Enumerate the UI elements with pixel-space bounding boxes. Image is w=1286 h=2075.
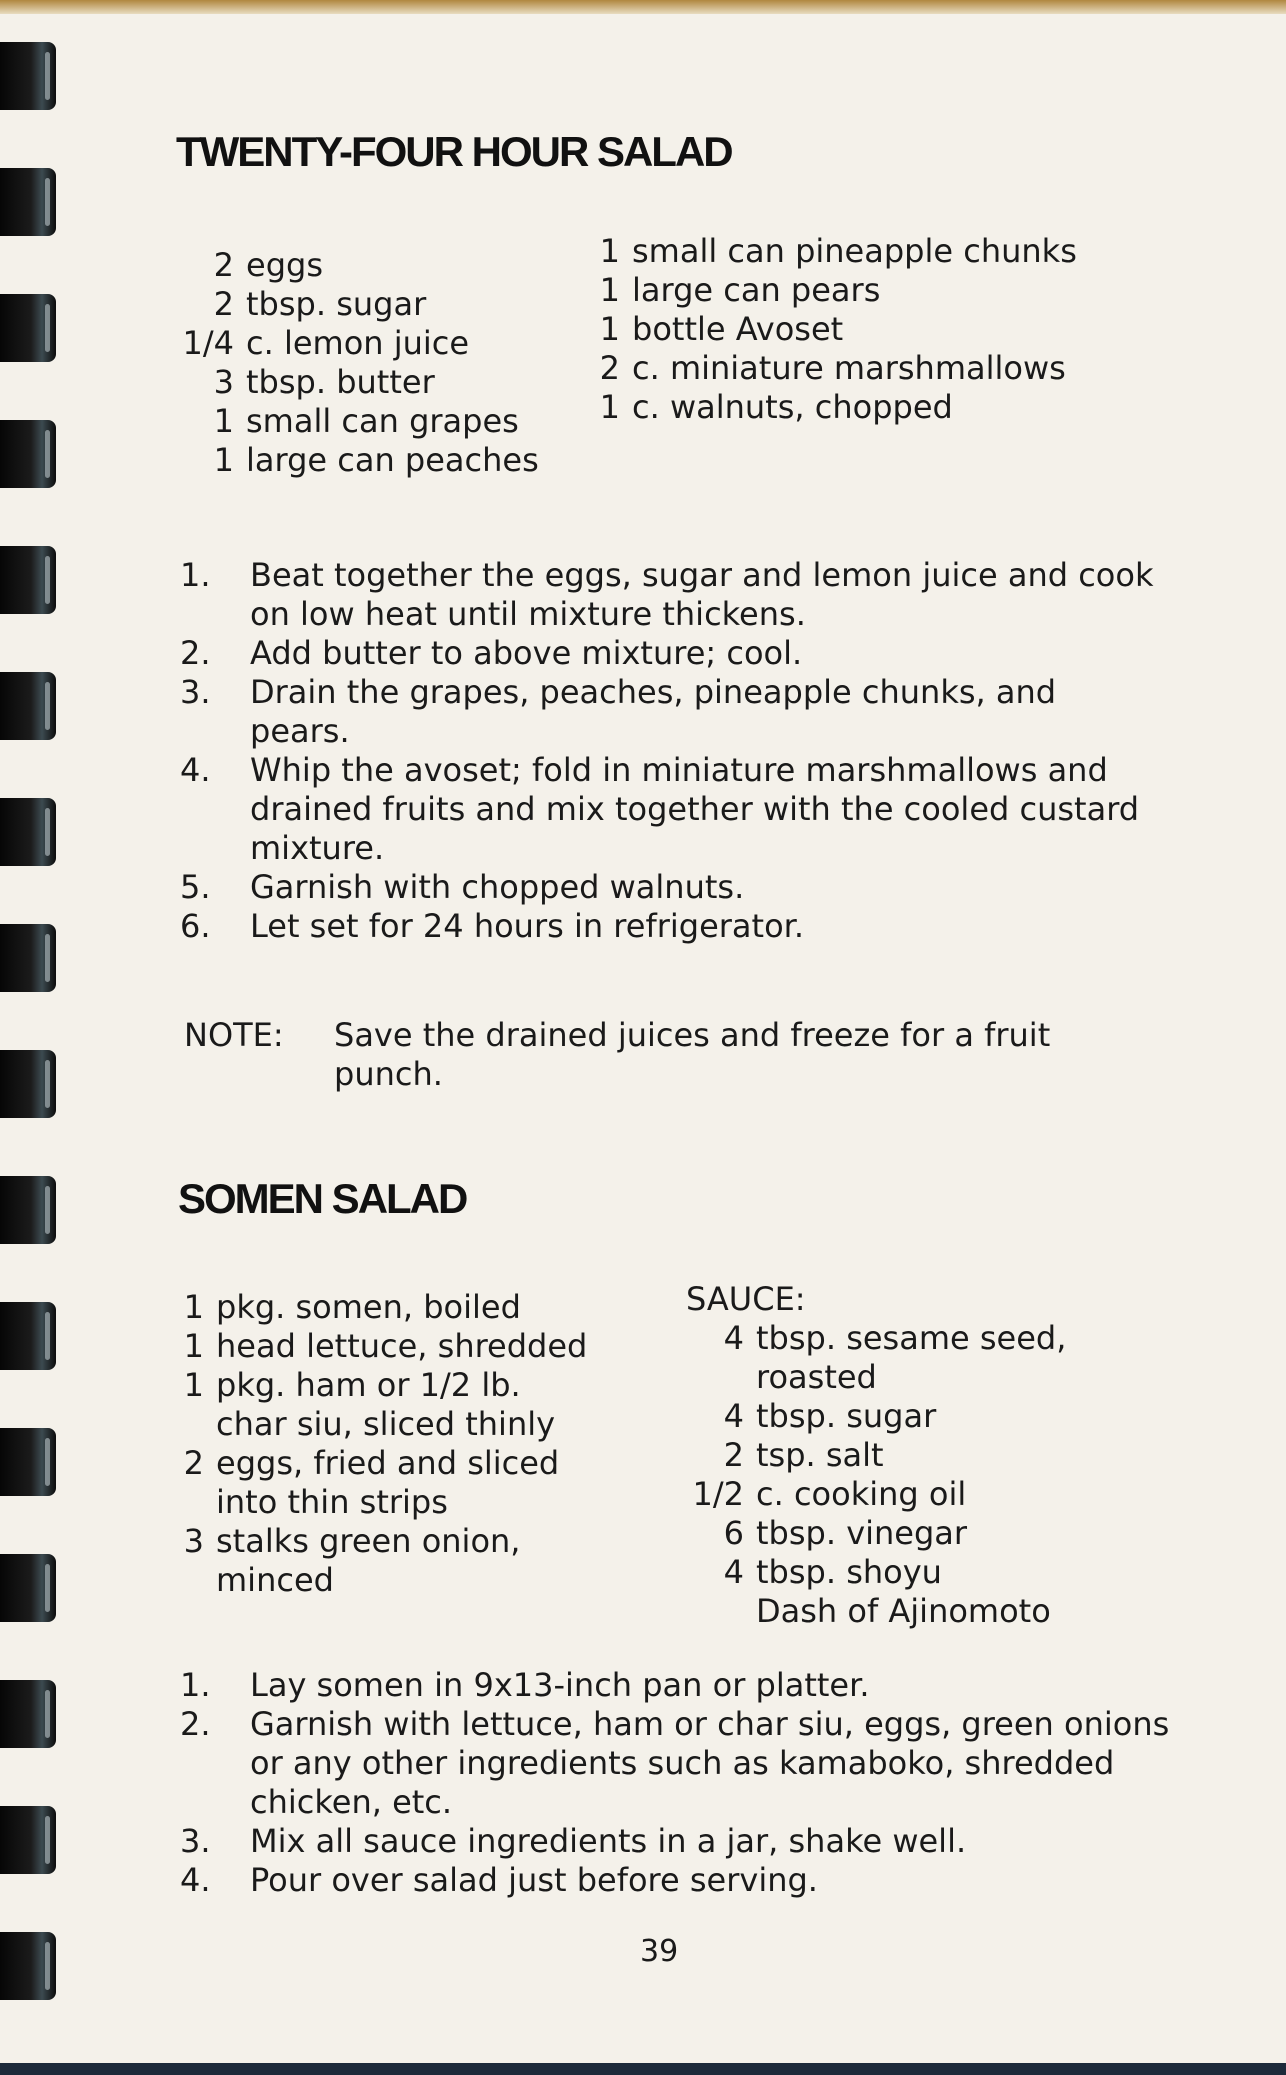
ingredients-left bbox=[180, 1288, 587, 1600]
step-item: 4. Pour over salad just before serving. bbox=[180, 1861, 818, 1899]
note-label: NOTE: bbox=[184, 1016, 284, 1054]
recipe-steps bbox=[180, 556, 1160, 946]
recipe-note bbox=[184, 1016, 1144, 1094]
ingredient-item: 1 bottle Avoset bbox=[599, 310, 844, 348]
ingredients-right bbox=[596, 232, 1077, 427]
sauce-label: SAUCE: bbox=[686, 1280, 806, 1318]
ingredient-item: 2 eggs, fried and sliced bbox=[183, 1444, 560, 1482]
step-item: 5. Garnish with chopped walnuts. bbox=[180, 868, 745, 906]
step-item: 6. Let set for 24 hours in refrigerator. bbox=[180, 907, 805, 945]
ingredient-item: 1 head lettuce, shredded bbox=[183, 1327, 588, 1365]
sauce-item: roasted bbox=[756, 1358, 877, 1396]
sauce-section bbox=[686, 1280, 1066, 1631]
step-item: 3. Mix all sauce ingredients in a jar, shake well. bbox=[180, 1822, 967, 1860]
ingredients-left bbox=[176, 246, 539, 480]
ingredient-item: 1/4 c. lemon juice bbox=[182, 324, 470, 362]
step-item: 1. Lay somen in 9x13-inch pan or platter. bbox=[180, 1666, 870, 1704]
recipe-steps bbox=[180, 1666, 1170, 1900]
ingredient-item: minced bbox=[216, 1561, 334, 1599]
ingredient-item: 1 small can pineapple chunks bbox=[599, 232, 1077, 270]
ingredient-item: into thin strips bbox=[216, 1483, 448, 1521]
sauce-item: Dash of Ajinomoto bbox=[756, 1592, 1051, 1630]
recipe-title: TWENTY-FOUR HOUR SALAD bbox=[176, 128, 732, 175]
sauce-item: 4 tbsp. shoyu bbox=[723, 1553, 942, 1591]
sauce-item: 6 tbsp. vinegar bbox=[723, 1514, 968, 1552]
sauce-item: 2 tsp. salt bbox=[723, 1436, 884, 1474]
step-item: 2. Add butter to above mixture; cool. bbox=[180, 634, 803, 672]
ingredient-item: 3 tbsp. butter bbox=[213, 363, 435, 401]
sauce-item: 1/2 c. cooking oil bbox=[692, 1475, 967, 1513]
ingredient-item: 2 c. miniature marshmallows bbox=[599, 349, 1066, 387]
recipe-title: SOMEN SALAD bbox=[178, 1175, 467, 1222]
sauce-item: 4 tbsp. sesame seed, bbox=[723, 1319, 1067, 1357]
ingredient-item: char siu, sliced thinly bbox=[216, 1405, 556, 1443]
ingredient-item: 1 large can peaches bbox=[213, 441, 539, 479]
page-number: 39 bbox=[640, 1934, 679, 1969]
step-item: 2. Garnish with lettuce, ham or char siu, eggs, green onions or any other ingredients such as kamaboko, shredded chicken, etc. bbox=[180, 1705, 1170, 1821]
step-item: 4. Whip the avoset; fold in miniature marshmallows and drained fruits and mix together with the cooled custard mixture. bbox=[180, 751, 1140, 867]
step-item: 1. Beat together the eggs, sugar and lemon juice and cook on low heat until mixture thickens. bbox=[180, 556, 1154, 633]
note-text: Save the drained juices and freeze for a fruit punch. bbox=[334, 1016, 1051, 1093]
ingredient-item: 1 pkg. somen, boiled bbox=[183, 1288, 521, 1326]
ingredient-item: 2 tbsp. sugar bbox=[213, 285, 427, 323]
ingredient-item: 1 pkg. ham or 1/2 lb. bbox=[183, 1366, 521, 1404]
page-bottom-edge bbox=[0, 2063, 1286, 2075]
sauce-item: 4 tbsp. sugar bbox=[723, 1397, 937, 1435]
sauce-ingredients bbox=[686, 1319, 1066, 1631]
ingredient-item: 1 c. walnuts, chopped bbox=[599, 388, 953, 426]
ingredient-item: 3 stalks green onion, bbox=[183, 1522, 521, 1560]
ingredient-item: 1 small can grapes bbox=[213, 402, 519, 440]
ingredient-item: 2 eggs bbox=[213, 246, 323, 284]
step-item: 3. Drain the grapes, peaches, pineapple chunks, and pears. bbox=[180, 673, 1057, 750]
ingredient-item: 1 large can pears bbox=[599, 271, 881, 309]
